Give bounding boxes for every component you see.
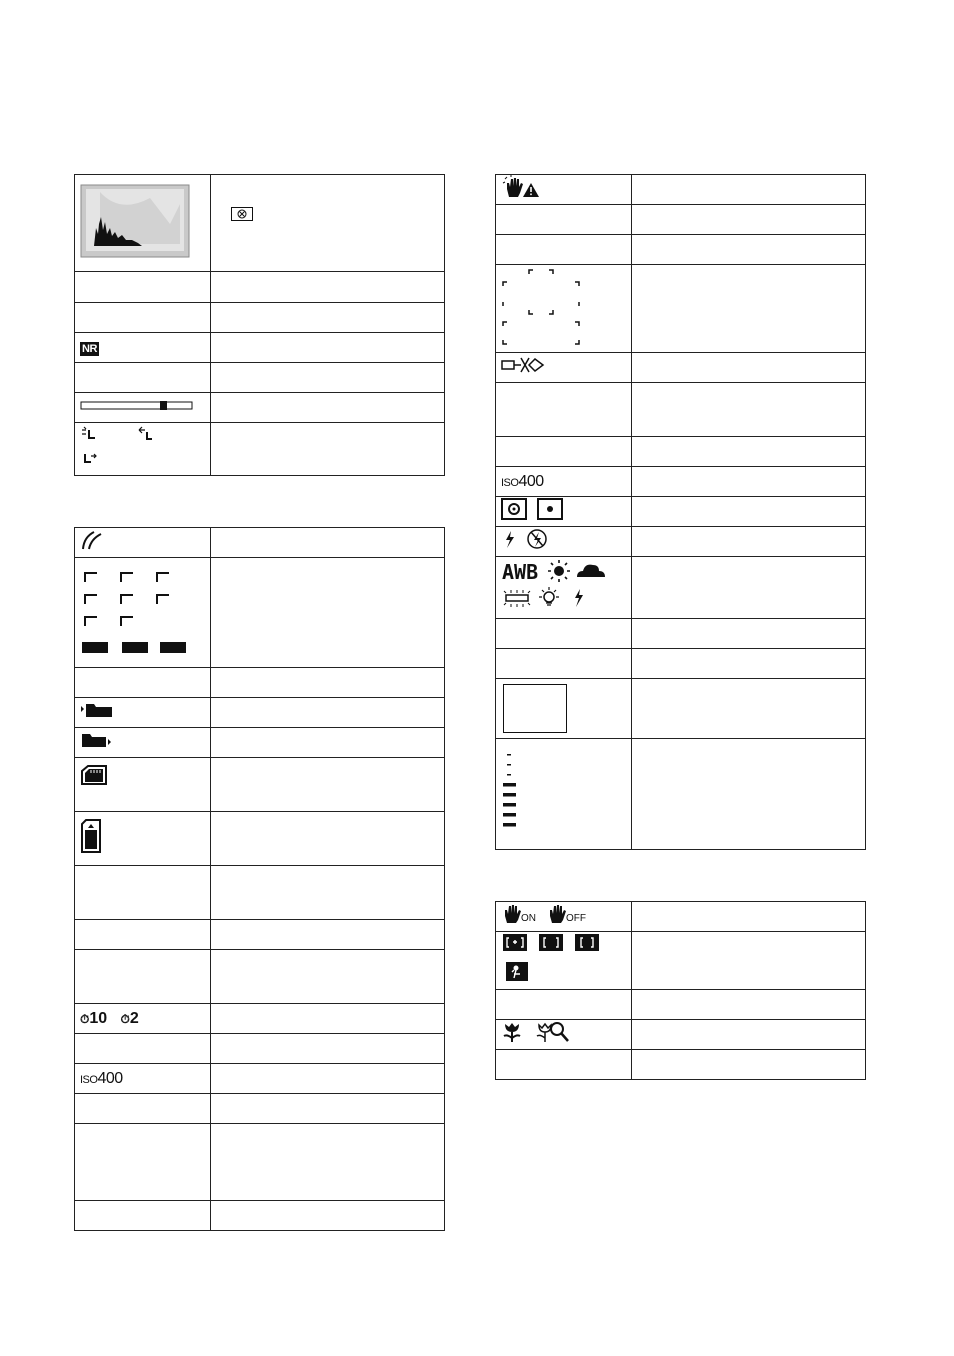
display-indicator-table-4: [495, 901, 866, 1080]
display-indicator-table-1: [74, 174, 445, 476]
af-mode-icon: [501, 932, 601, 984]
camera-shake-warning-icon: [501, 175, 541, 199]
white-balance-cell: [496, 557, 632, 619]
white-balance-icon: [501, 557, 631, 618]
self-timer-icon: ⏱10 ⏱2: [80, 1009, 139, 1027]
next-folder-icon: [80, 731, 114, 749]
exposure-scale-cell: [75, 393, 211, 423]
display-indicator-table-3: [495, 174, 866, 850]
spot-frame-cell: [496, 679, 632, 739]
af-mode-cell: [496, 932, 632, 990]
memory-card-icon: [80, 764, 108, 786]
flash-mode-icon: [501, 528, 553, 550]
af-range-finder-cell: [496, 265, 632, 353]
image-size-cell: [75, 558, 211, 668]
memory-card-cell: [75, 758, 211, 812]
iso-icon: ISO400: [80, 1069, 123, 1087]
zoom-scale-icon: [501, 752, 521, 832]
iso-icon: ISO400: [501, 472, 544, 490]
recording-folder-icon: [80, 424, 180, 470]
exposure-scale-icon: [80, 400, 194, 412]
picture-effect-cell: [75, 528, 211, 558]
histogram-cell: [75, 175, 211, 272]
internal-memory-icon: [80, 818, 102, 854]
macro-cell: [496, 1020, 632, 1050]
zoom-scale-cell: [496, 739, 632, 850]
iso-cell: [75, 1064, 211, 1094]
steadyshot-icon: ON OFF: [501, 904, 586, 924]
macro-icon: [501, 1020, 571, 1044]
previous-folder-icon: [80, 701, 114, 719]
shake-warning-cell: [496, 175, 632, 205]
display-indicator-table-2: [74, 527, 445, 1231]
image-size-icon: [80, 572, 210, 653]
metering-mode-icon: [501, 498, 565, 520]
previous-folder-cell: [75, 698, 211, 728]
metering-cell: [496, 497, 632, 527]
af-range-finder-icon: [501, 266, 581, 346]
spot-metering-frame-icon: [503, 684, 567, 733]
flash-cell: [496, 527, 632, 557]
self-timer-cell: [75, 1004, 211, 1034]
folder-arrows-cell: [75, 423, 211, 476]
internal-memory-cell: [75, 812, 211, 866]
histogram-icon: [80, 184, 190, 258]
pictbridge-disconnect-cell: [496, 353, 632, 383]
iso-cell-right: [496, 467, 632, 497]
picture-effect-icon: [80, 529, 104, 551]
next-folder-cell: [75, 728, 211, 758]
nr-cell: [75, 333, 211, 363]
pictbridge-disconnect-icon: [501, 356, 545, 374]
noise-reduction-icon: NR: [82, 342, 97, 355]
steadyshot-cell: [496, 902, 632, 932]
spot-target-cell: [211, 175, 445, 272]
spot-meter-target-icon: [231, 207, 253, 221]
awb-label: AWB: [502, 560, 539, 584]
